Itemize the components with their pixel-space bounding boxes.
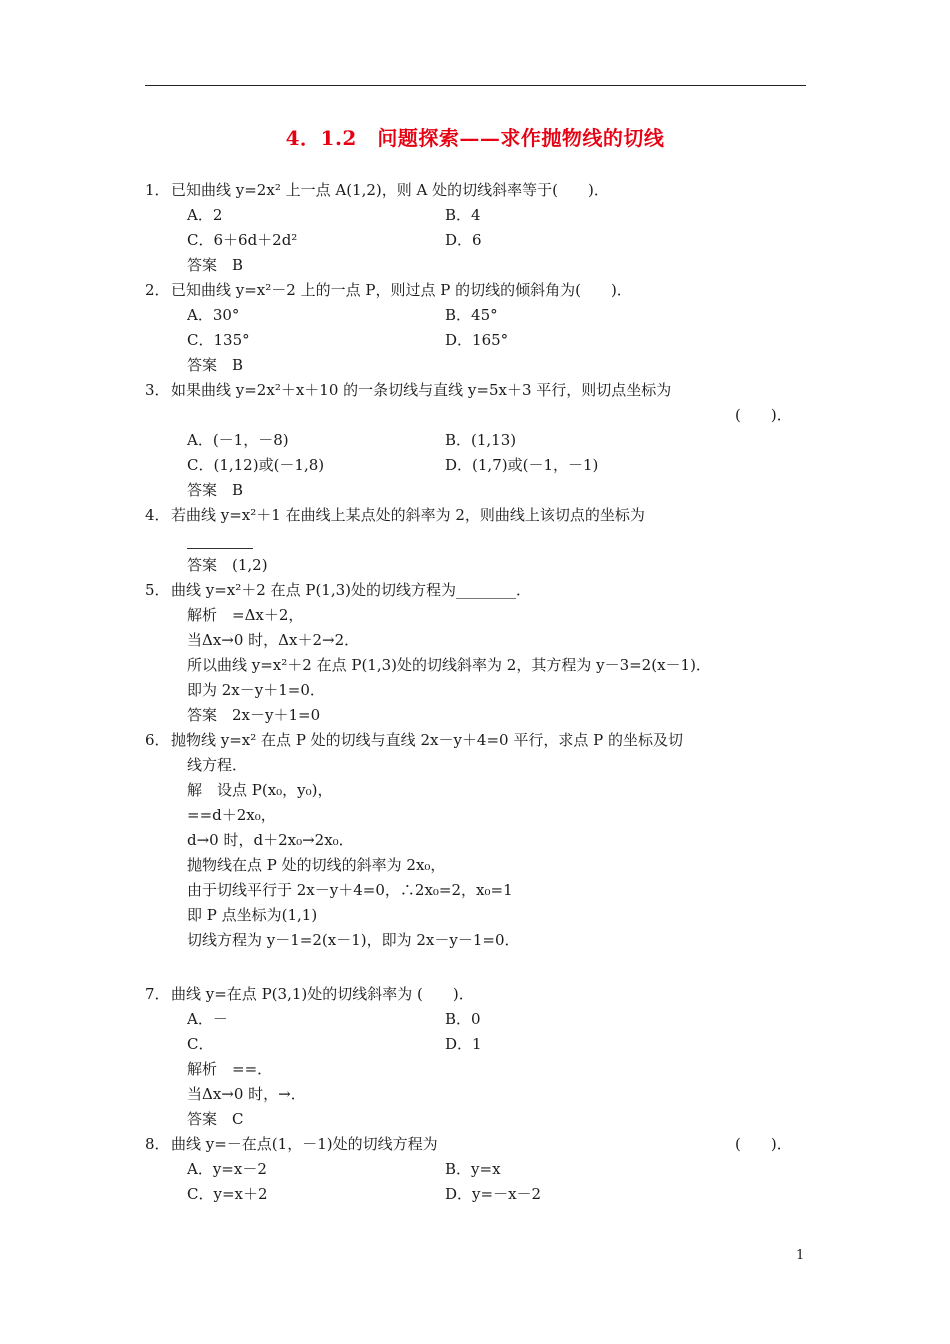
answer: 答案 (1,2) bbox=[187, 556, 268, 574]
option-c: C．y=x＋2 bbox=[187, 1185, 268, 1203]
option-d: D．1 bbox=[445, 1035, 482, 1053]
answer: 答案 B bbox=[187, 256, 244, 274]
option-a: A．(－1，－8) bbox=[187, 431, 289, 449]
solution-line: d→0 时，d＋2x₀→2x₀． bbox=[187, 831, 354, 849]
problem-question: 如果曲线 y=2x²＋x＋10 的一条切线与直线 y=5x＋3 平行，则切点坐标为 bbox=[171, 381, 672, 399]
option-c: C．(1,12)或(－1,8) bbox=[187, 456, 325, 474]
fill-blank bbox=[187, 533, 253, 549]
option-b: B．45° bbox=[445, 306, 498, 324]
solution-line: 当Δx→0 时，→． bbox=[187, 1085, 306, 1103]
problem-number: 8． bbox=[145, 1135, 170, 1153]
option-b: B．4 bbox=[445, 206, 481, 224]
solution-line: ==d＋2x₀， bbox=[187, 806, 276, 824]
solution-line: 切线方程为 y－1=2(x－1)，即为 2x－y－1=0． bbox=[187, 931, 520, 949]
option-a: A．y=x－2 bbox=[187, 1160, 267, 1178]
option-b: B．(1,13) bbox=[445, 431, 517, 449]
problem-question-cont: 线方程． bbox=[187, 756, 248, 774]
option-a: A．30° bbox=[187, 306, 240, 324]
problem-number: 1． bbox=[145, 181, 170, 199]
answer: 答案 B bbox=[187, 356, 244, 374]
problem-question: 曲线 y=x²＋2 在点 P(1,3)处的切线方程为________． bbox=[171, 581, 532, 599]
option-c: C．135° bbox=[187, 331, 250, 349]
option-c: C．6＋6d＋2d² bbox=[187, 231, 298, 249]
answer-paren: ( )． bbox=[735, 1135, 792, 1153]
solution-line: 解析 ==． bbox=[187, 1060, 273, 1078]
problem-number: 4． bbox=[145, 506, 170, 524]
option-d: D．y=－x－2 bbox=[445, 1185, 542, 1203]
answer: 答案 B bbox=[187, 481, 244, 499]
answer: 答案 2x－y＋1=0 bbox=[187, 706, 321, 724]
problem-question: 曲线 y=在点 P(3,1)处的切线斜率为 ( )． bbox=[171, 985, 474, 1003]
option-d: D．6 bbox=[445, 231, 482, 249]
option-a: A．2 bbox=[187, 206, 223, 224]
problem-number: 5． bbox=[145, 581, 170, 599]
option-c: C． bbox=[187, 1035, 214, 1053]
problem-question: 曲线 y=－在点(1，－1)处的切线方程为 bbox=[171, 1135, 438, 1153]
problem-number: 2． bbox=[145, 281, 170, 299]
solution-line: 由于切线平行于 2x－y＋4=0，∴2x₀=2，x₀=1 bbox=[187, 881, 513, 899]
answer-paren: ( )． bbox=[735, 406, 792, 424]
solution-line: 解 设点 P(x₀，y₀)， bbox=[187, 781, 333, 799]
option-d: D．165° bbox=[445, 331, 509, 349]
problem-question: 抛物线 y=x² 在点 P 处的切线与直线 2x－y＋4=0 平行，求点 P 的坐标及切 bbox=[171, 731, 683, 749]
page-number: 1 bbox=[796, 1248, 805, 1263]
solution-line: 所以曲线 y=x²＋2 在点 P(1,3)处的切线斜率为 2，其方程为 y－3=2(x－1)． bbox=[187, 656, 711, 674]
solution-line: 抛物线在点 P 处的切线的斜率为 2x₀， bbox=[187, 856, 446, 874]
problem-number: 7． bbox=[145, 985, 170, 1003]
problem-number: 6． bbox=[145, 731, 170, 749]
answer: 答案 C bbox=[187, 1110, 244, 1128]
option-b: B．0 bbox=[445, 1010, 481, 1028]
option-b: B．y=x bbox=[445, 1160, 501, 1178]
problem-number: 3． bbox=[145, 381, 170, 399]
option-a: A．－ bbox=[187, 1010, 228, 1028]
solution-line: 当Δx→0 时，Δx＋2→2． bbox=[187, 631, 360, 649]
problem-question: 已知曲线 y=x²－2 上的一点 P，则过点 P 的切线的倾斜角为( )． bbox=[171, 281, 632, 299]
solution-line: 即 P 点坐标为(1,1) bbox=[187, 906, 318, 924]
page-title: 4．1.2 问题探索——求作抛物线的切线 bbox=[285, 126, 665, 150]
solution-line: 即为 2x－y＋1=0． bbox=[187, 681, 325, 699]
option-d: D．(1,7)或(－1，－1) bbox=[445, 456, 599, 474]
problem-question: 若曲线 y=x²＋1 在曲线上某点处的斜率为 2，则曲线上该切点的坐标为 bbox=[171, 506, 645, 524]
solution-line: 解析 =Δx＋2， bbox=[187, 606, 304, 624]
problem-question: 已知曲线 y=2x² 上一点 A(1,2)，则 A 处的切线斜率等于( )． bbox=[171, 181, 609, 199]
header-rule bbox=[145, 85, 806, 86]
